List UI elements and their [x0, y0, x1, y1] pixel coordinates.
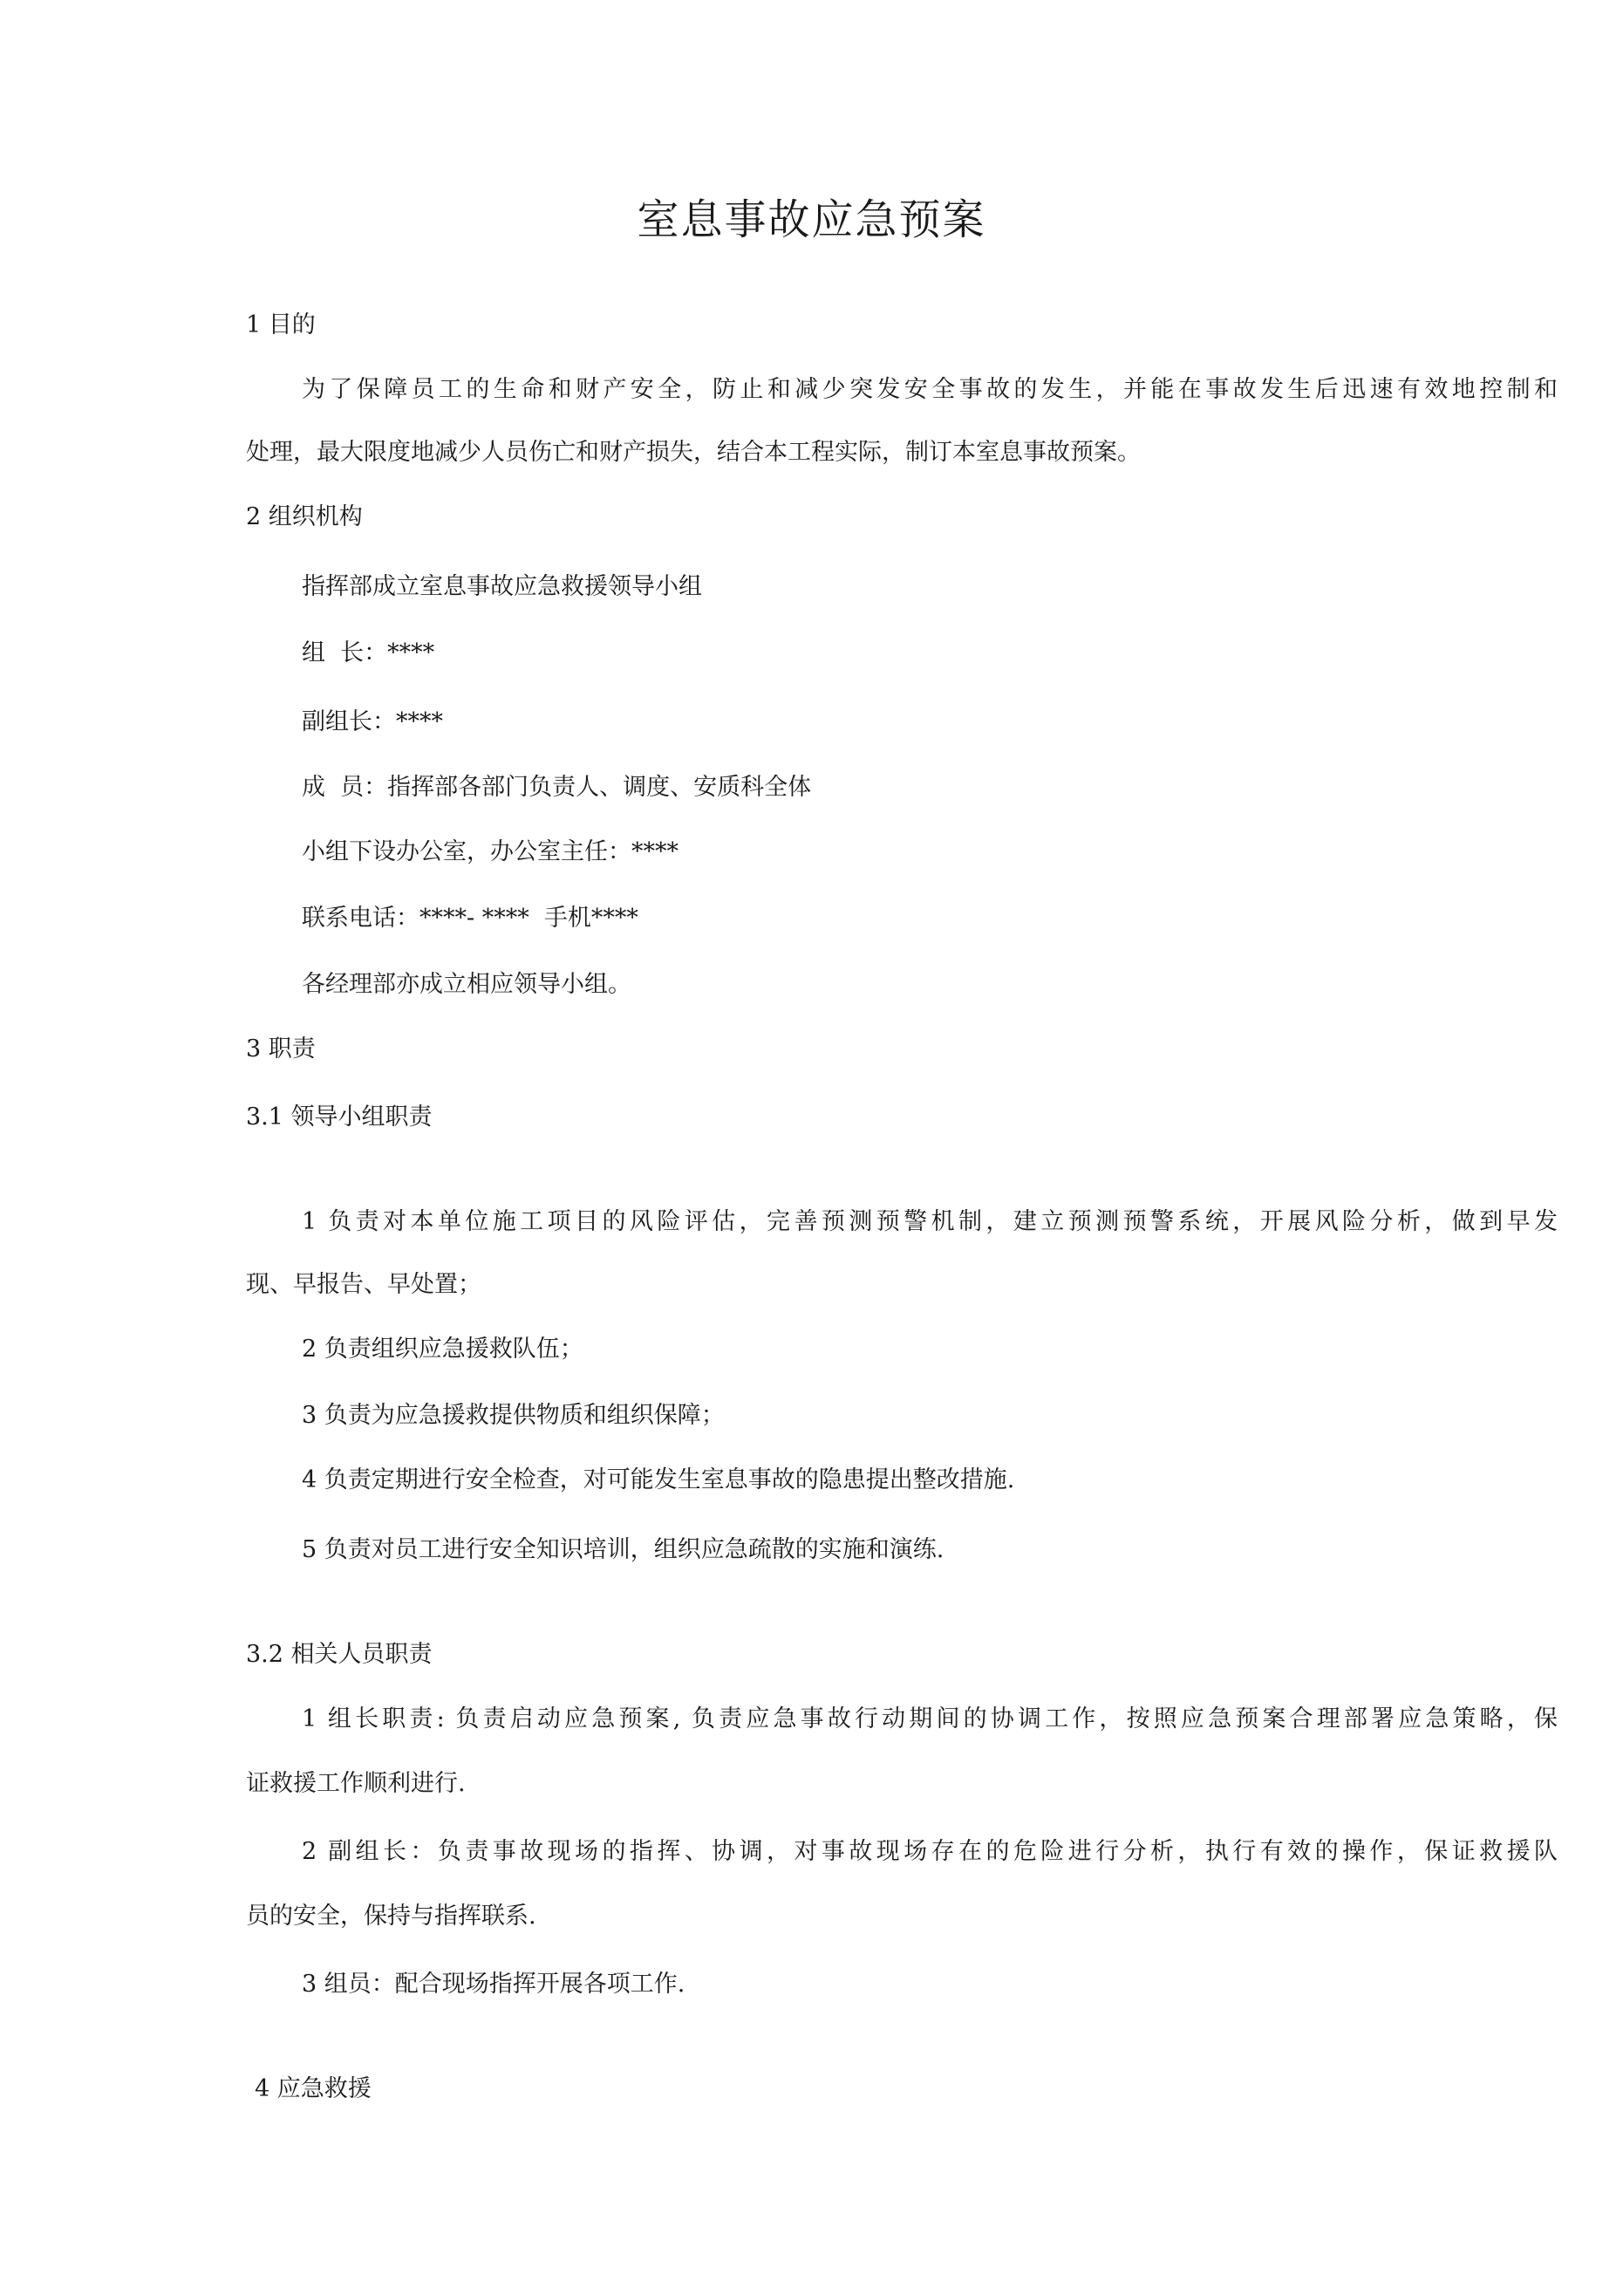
- leader-duty-5: 5 负责对员工进行安全知识培训，组织应急疏散的实施和演练.: [302, 1536, 944, 1563]
- staff-duty-1-line-1: 1 组长职责: 负责启动应急预案, 负责应急事故行动期间的协调工作，按照应急预案合理部署应急策略，保: [302, 1705, 1558, 1732]
- org-line-phone: 联系电话：****- **** 手机****: [302, 905, 638, 932]
- org-line-1: 指挥部成立室息事故应急救援领导小组: [302, 573, 702, 600]
- document-title: 室息事故应急预案: [637, 195, 986, 244]
- leader-duty-4: 4 负责定期进行安全检查，对可能发生室息事故的隐患提出整改措施.: [302, 1466, 1015, 1493]
- section-4-heading: 4 应急救援: [255, 2075, 372, 2102]
- section-2-heading: 2 组织机构: [246, 503, 363, 530]
- section-3-2-heading: 3.2 相关人员职责: [246, 1641, 433, 1668]
- org-line-leader: 组 长：****: [302, 639, 435, 666]
- section-1-paragraph-line-1: 为了保障员工的生命和财产安全，防止和减少突发安全事故的发生，并能在事故发生后迅速有效地控制和: [302, 376, 1558, 403]
- leader-duty-1-line-2: 现、早报告、早处置；: [246, 1271, 481, 1298]
- section-1-heading: 1 目的: [246, 311, 316, 338]
- leader-duty-1-line-1: 1 负责对本单位施工项目的风险评估，完善预测预警机制，建立预测预警系统，开展风险分析，做到早发: [302, 1208, 1558, 1235]
- staff-duty-3: 3 组员：配合现场指挥开展各项工作.: [302, 1971, 685, 1998]
- leader-duty-3: 3 负责为应急援救提供物质和组织保障；: [302, 1402, 725, 1429]
- staff-duty-1-line-2: 证救援工作顺利进行.: [246, 1770, 466, 1797]
- staff-duty-2-line-1: 2 副组长：负责事故现场的指挥、协调，对事故现场存在的危险进行分析，执行有效的操作，保证救援队: [302, 1838, 1558, 1865]
- org-line-deputy: 副组长：****: [302, 708, 443, 735]
- staff-duty-2-line-2: 员的安全，保持与指挥联系.: [246, 1903, 536, 1930]
- section-3-heading: 3 职责: [246, 1035, 316, 1063]
- section-1-paragraph-line-2: 处理，最大限度地减少人员伤亡和财产损失，结合本工程实际，制订本室息事故预案。: [246, 439, 1141, 466]
- org-line-office: 小组下设办公室，办公室主任：****: [302, 838, 679, 865]
- org-line-subgroups: 各经理部亦成立相应领导小组。: [302, 971, 631, 998]
- section-3-1-heading: 3.1 领导小组职责: [246, 1104, 433, 1131]
- org-line-members: 成 员：指挥部各部门负责人、调度、安质科全体: [302, 774, 812, 801]
- leader-duty-2: 2 负责组织应急援救队伍；: [302, 1336, 583, 1363]
